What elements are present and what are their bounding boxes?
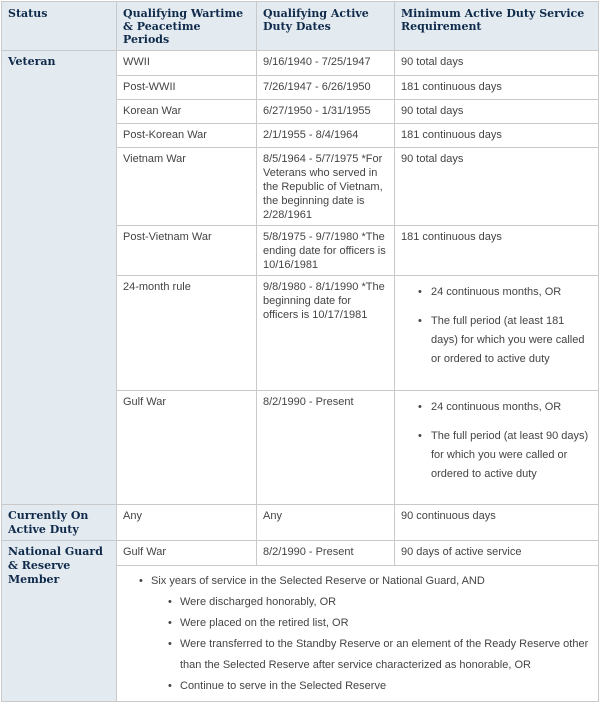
list-item: • Were transferred to the Standby Reserve or an element of the Ready Reserve other than the Selected Reserve after service characterized as honorable, OR [180,634,592,676]
requirement-cell: 90 days of active service [395,541,599,566]
requirement-cell: 90 total days [395,148,599,226]
period-cell: Post-WWII [117,76,257,100]
header-periods: Qualifying Wartime & Peacetime Periods [117,2,257,51]
header-dates: Qualifying Active Duty Dates [257,2,395,51]
requirement-cell: 90 continuous days [395,505,599,541]
period-cell: Gulf War [117,391,257,505]
guard-sub-list [151,592,592,697]
dates-cell: 8/2/1990 - Present [257,391,395,505]
period-cell: WWII [117,51,257,76]
dates-cell: 8/5/1964 - 5/7/1975 *For Veterans who served in the Republic of Vietnam, the beginning date is 2/28/1961 [257,148,395,226]
header-row [2,2,599,51]
header-status: Status [2,2,117,51]
guard-requirement-list [123,571,592,697]
table-row [2,51,599,76]
status-veteran: Veteran [2,51,117,505]
dates-cell: 9/16/1940 - 7/25/1947 [257,51,395,76]
requirement-cell [395,391,599,505]
requirement-list [401,283,592,369]
dates-cell: 8/2/1990 - Present [257,541,395,566]
list-item: • The full period (at least 90 days) for which you were called or ordered to active duty [431,427,592,484]
list-item: • 24 continuous months, OR [431,398,592,417]
requirement-cell [395,276,599,391]
status-active-duty: Currently On Active Duty [2,505,117,541]
period-cell: 24-month rule [117,276,257,391]
requirement-cell: 181 continuous days [395,76,599,100]
dates-cell: 9/8/1980 - 8/1/1990 *The beginning date for officers is 10/17/1981 [257,276,395,391]
table-row [2,505,599,541]
dates-cell: 7/26/1947 - 6/26/1950 [257,76,395,100]
period-cell: Post-Korean War [117,124,257,148]
requirement-list [401,398,592,484]
list-item: • Were placed on the retired list, OR [180,613,592,634]
period-cell: Vietnam War [117,148,257,226]
guard-requirements-cell [117,566,599,702]
requirement-cell: 90 total days [395,100,599,124]
list-item-text: Six years of service in the Selected Reserve or National Guard, AND [151,575,485,587]
list-item [151,571,592,697]
list-item: • 24 continuous months, OR [431,283,592,302]
requirement-cell: 90 total days [395,51,599,76]
period-cell: Any [117,505,257,541]
period-cell: Post-Vietnam War [117,226,257,276]
period-cell: Gulf War [117,541,257,566]
period-cell: Korean War [117,100,257,124]
status-guard-reserve: National Guard & Reserve Member [2,541,117,702]
header-requirement: Minimum Active Duty Service Requirement [395,2,599,51]
list-item: • Continue to serve in the Selected Reserve [180,676,592,697]
dates-cell: 5/8/1975 - 9/7/1980 *The ending date for officers is 10/16/1981 [257,226,395,276]
requirement-cell: 181 continuous days [395,124,599,148]
table-row [2,541,599,566]
requirement-cell: 181 continuous days [395,226,599,276]
service-requirements-table [1,1,599,702]
dates-cell: Any [257,505,395,541]
dates-cell: 2/1/1955 - 8/4/1964 [257,124,395,148]
list-item: • The full period (at least 181 days) for which you were called or ordered to active duty [431,312,592,369]
dates-cell: 6/27/1950 - 1/31/1955 [257,100,395,124]
list-item: • Were discharged honorably, OR [180,592,592,613]
